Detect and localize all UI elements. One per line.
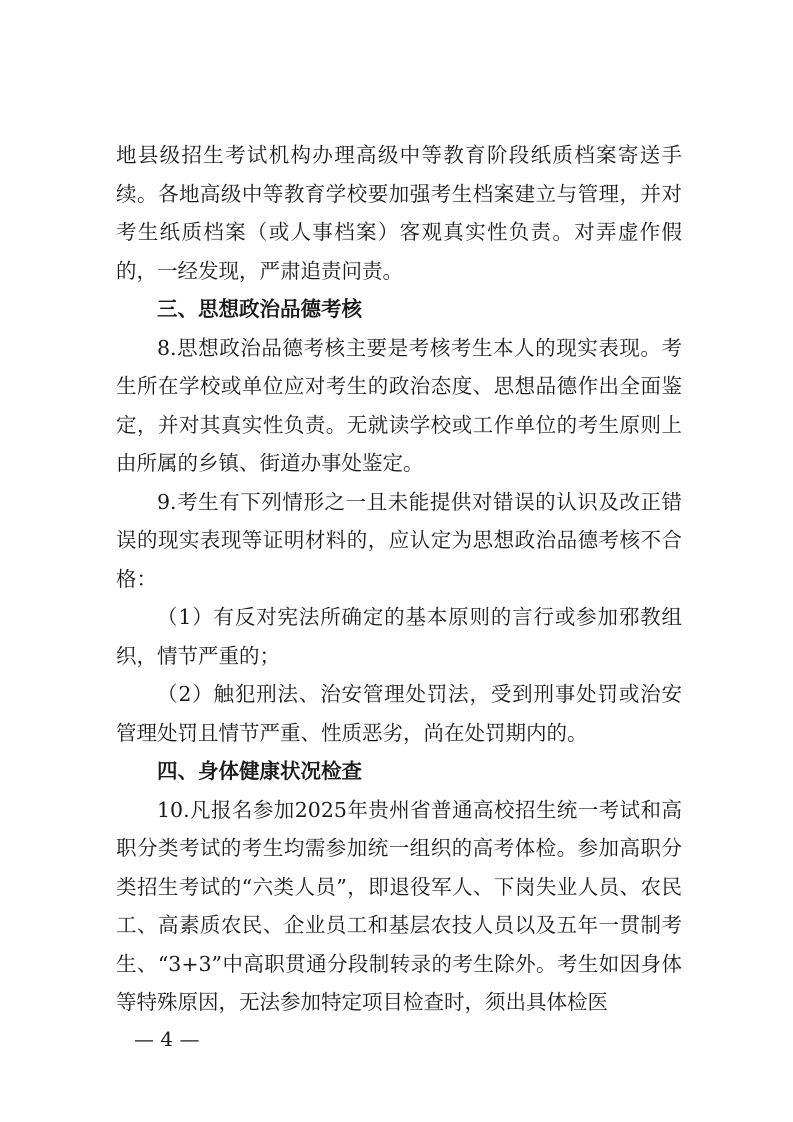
paragraph-9: 9.考生有下列情形之一且未能提供对错误的认识及改正错误的现实表现等证明材料的，应认定为思想政治品德考核不合格：: [116, 489, 682, 591]
section-heading-3: 三、思想政治品德考核: [157, 297, 362, 321]
list-item-2: （2）触犯刑法、治安管理处罚法，受到刑事处罚或治安管理处罚且情节严重、性质恶劣，尚在处罚期内的。: [116, 682, 682, 745]
document-body: [116, 136, 682, 1022]
section-heading-4: 四、身体健康状况检查: [157, 759, 362, 783]
page-number: — 4 —: [134, 1027, 200, 1051]
paragraph-8: 8.思想政治品德考核主要是考核考生本人的现实表现。考生所在学校或单位应对考生的政治态度、思想品德作出全面鉴定，并对其真实性负责。无就读学校或工作单位的考生原则上由所属的乡镇、街道办事处鉴定。: [116, 335, 682, 475]
list-item-1: （1）有反对宪法所确定的基本原则的言行或参加邪教组织，情节严重的；: [116, 605, 682, 668]
paragraph-continuation: 地县级招生考试机构办理高级中等教育阶段纸质档案寄送手续。各地高级中等教育学校要加强考生档案建立与管理，并对考生纸质档案（或人事档案）客观真实性负责。对弄虚作假的，一经发现，严肃追责问责。: [116, 143, 682, 283]
paragraph-10: 10.凡报名参加2025年贵州省普通高校招生统一考试和高职分类考试的考生均需参加统一组织的高考体检。参加高职分类招生考试的“六类人员”，即退役军人、下岗失业人员、农民工、高素质农民、企业员工和基层农技人员以及五年一贯制考生、“3+3”中高职贯通分段制转录的考生除外。考生如因身体等特殊原因，无法参加特定项目检查时，须出具体检医: [116, 797, 682, 1014]
